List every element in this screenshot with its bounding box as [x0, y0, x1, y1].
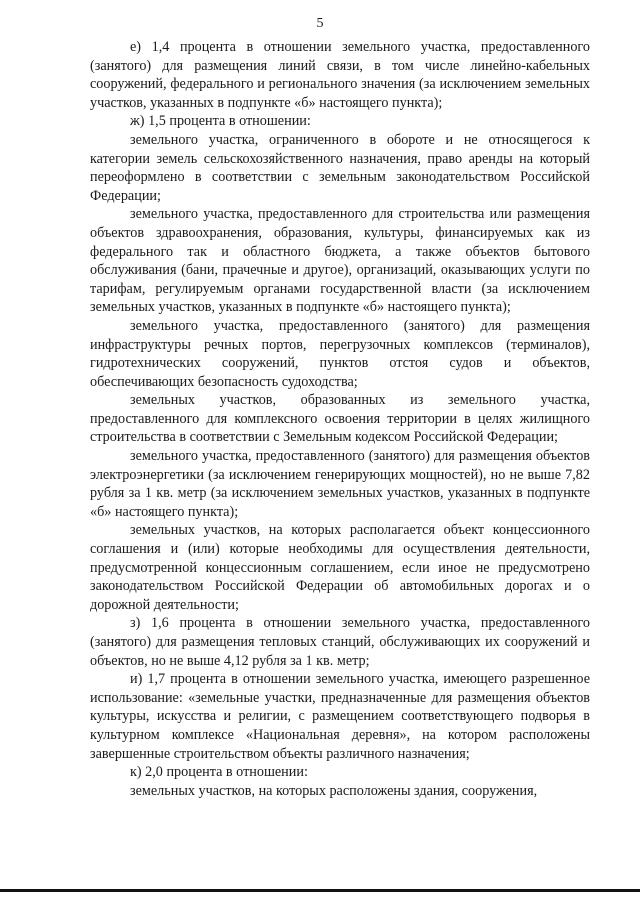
bottom-rule	[0, 889, 640, 892]
page-number: 5	[316, 16, 324, 31]
paragraph-i: и) 1,7 процента в отношении земельного участка, имеющего разрешенное использование: «земельные участки, предназначенные для размещения объектов культуры, искусства и религии, с размещением соответствующего подворья в культурном комплексе «Национальная деревня», на котором расположены завершенные строительством объекты различного назначения;	[90, 671, 590, 762]
paragraph-e: е) 1,4 процента в отношении земельного участка, предоставленного (занятого) для размещения линий связи, в том числе линейно-кабельных сооружений, федерального и регионального значения (за исключением земельных участков, указанных в подпункте «б» настоящего пункта);	[90, 39, 590, 111]
paragraph-k: к) 2,0 процента в отношении:	[130, 764, 308, 781]
document-body	[90, 38, 590, 800]
paragraph-zh-ports: земельного участка, предоставленного (занятого) для размещения инфраструктуры речных портов, перегрузочных комплексов (терминалов), гидротехнических сооружений, пунктов отстоя судов и объектов, обеспечивающих безопасность судоходства;	[90, 317, 590, 390]
paragraph-zh: ж) 1,5 процента в отношении:	[130, 113, 311, 130]
paragraph-k-buildings: земельных участков, на которых расположены здания, сооружения,	[130, 782, 538, 799]
paragraph-zh-restricted-land: земельного участка, ограниченного в обороте и не относящегося к категории земель сельскохозяйственного назначения, право аренды на который переоформлено в соответствии с земельным законодательством Российской Федерации;	[90, 131, 590, 204]
paragraph-zh-housing: земельных участков, образованных из земельного участка, предоставленного для комплексного освоения территории в целях жилищного строительства в соответствии с Земельным кодексом Российской Федерации;	[90, 392, 590, 446]
paragraph-z: з) 1,6 процента в отношении земельного участка, предоставленного (занятого) для размещения тепловых станций, обслуживающих их сооружений и объектов, но не выше 4,12 рубля за 1 кв. метр;	[90, 615, 590, 669]
paragraph-zh-concession: земельных участков, на которых располагается объект концессионного соглашения и (или) которые необходимы для осуществления деятельности, предусмотренной концессионным соглашением, если иное не предусмотрено законодательством Российской Федерации об автомобильных дорогах и о дорожной деятельности;	[90, 522, 590, 613]
paragraph-zh-social-objects: земельного участка, предоставленного для строительства или размещения объектов здравоохранения, образования, культуры, финансируемых как из федерального так и областного бюджета, а также объектов бытового обслуживания (бани, прачечные и другое), организаций, оказывающих услуги по тарифам, регулируемым органами государственной власти (за исключением земельных участков, указанных в подпункте «б» настоящего пункта);	[90, 206, 590, 316]
paragraph-zh-electric: земельного участка, предоставленного (занятого) для размещения объектов электроэнергетики (за исключением генерирующих мощностей), но не выше 7,82 рубля за 1 кв. метр (за исключением земельных участков, указанных в подпункте «б» настоящего пункта);	[90, 448, 590, 520]
